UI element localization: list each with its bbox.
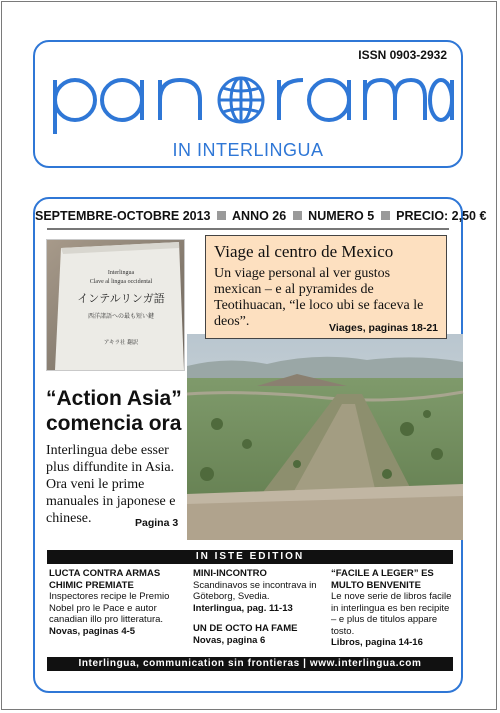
issue-year: ANNO 26 (232, 209, 287, 223)
col3-heading: “FACILE A LEGER” ES MULTO BENVENITE (331, 568, 434, 591)
feature-asia-text: Interlingua debe esser plus diffundite in Asia. Ora veni le prime manuales in japonese e chinese. (46, 443, 176, 526)
masthead (33, 40, 463, 168)
col2-ref-2: Novas, pagina 6 (193, 634, 266, 646)
edition-column-2 (193, 568, 318, 646)
feature-mexico-ref: Viages, paginas 18-21 (329, 322, 438, 334)
col2-text-1: Scandinavos se incontrava in Göteborg, Svedia. (193, 579, 317, 602)
feature-mexico-title: Viage al centro de Mexico (214, 242, 394, 261)
main-content (33, 197, 487, 693)
book-cover-photo (46, 239, 185, 371)
footer-bar: Interlingua, communication sin frontieras | www.interlingua.com (47, 657, 453, 671)
col2-heading-1: MINI-INCONTRO (193, 568, 267, 579)
book-line-4: 西洋諸語への最も短い鍵 (87, 313, 155, 320)
feature-mexico-box (205, 235, 447, 339)
separator-square (293, 211, 302, 220)
issue-price: PRECIO: 2,50 € (396, 209, 487, 223)
feature-mexico-text: Un viage personal al ver gustos mexican – e al pyramides de Teotihuacan, “le loco ubi se faceva le deos”. (214, 266, 424, 329)
issue-info-bar (35, 209, 487, 223)
book-line-3: インテルリンガ語 (77, 292, 165, 305)
teotihuacan-photo (187, 334, 463, 540)
feature-asia-title: “Action Asia” comencia ora (46, 387, 182, 435)
issue-number: NUMERO 5 (308, 209, 375, 223)
feature-asia-ref: Pagina 3 (135, 517, 179, 529)
book-line-5: アキラ社 翻訳 (103, 340, 139, 346)
book-line-1: Interlingua (107, 270, 135, 276)
col2-ref-1: Interlingua, pag. 11-13 (193, 602, 293, 614)
divider-rule (47, 228, 449, 230)
edition-bar: IN ISTE EDITION (47, 550, 453, 564)
col2-heading-2: UN DE OCTO HA FAME (193, 623, 298, 634)
separator-square (217, 211, 226, 220)
masthead-subtitle: IN INTERLINGUA (172, 140, 324, 160)
issue-date: SEPTEMBRE-OCTOBRE 2013 (35, 209, 211, 223)
separator-square (381, 211, 390, 220)
panorama-logo (45, 58, 455, 136)
col3-ref: Libros, pagina 14-16 (331, 637, 423, 648)
book-line-2: Clave al lingua occidental (89, 279, 153, 285)
col1-heading: LUCTA CONTRA ARMAS CHIMIC PREMIATE (49, 568, 161, 591)
col1-ref: Novas, paginas 4-5 (49, 625, 136, 637)
col1-text: Inspectores recipe le Premio Nobel pro le Pace e autor canadian illo pro litteratura. (49, 591, 170, 625)
issn: ISSN 0903-2932 (358, 48, 447, 62)
globe-icon (219, 78, 263, 122)
col3-text: Le nove serie de libros facile in interlingua es ben recipite – e plus de titulos appare tosto. (331, 591, 452, 637)
edition-column-3 (331, 568, 453, 649)
edition-column-1 (49, 568, 179, 637)
